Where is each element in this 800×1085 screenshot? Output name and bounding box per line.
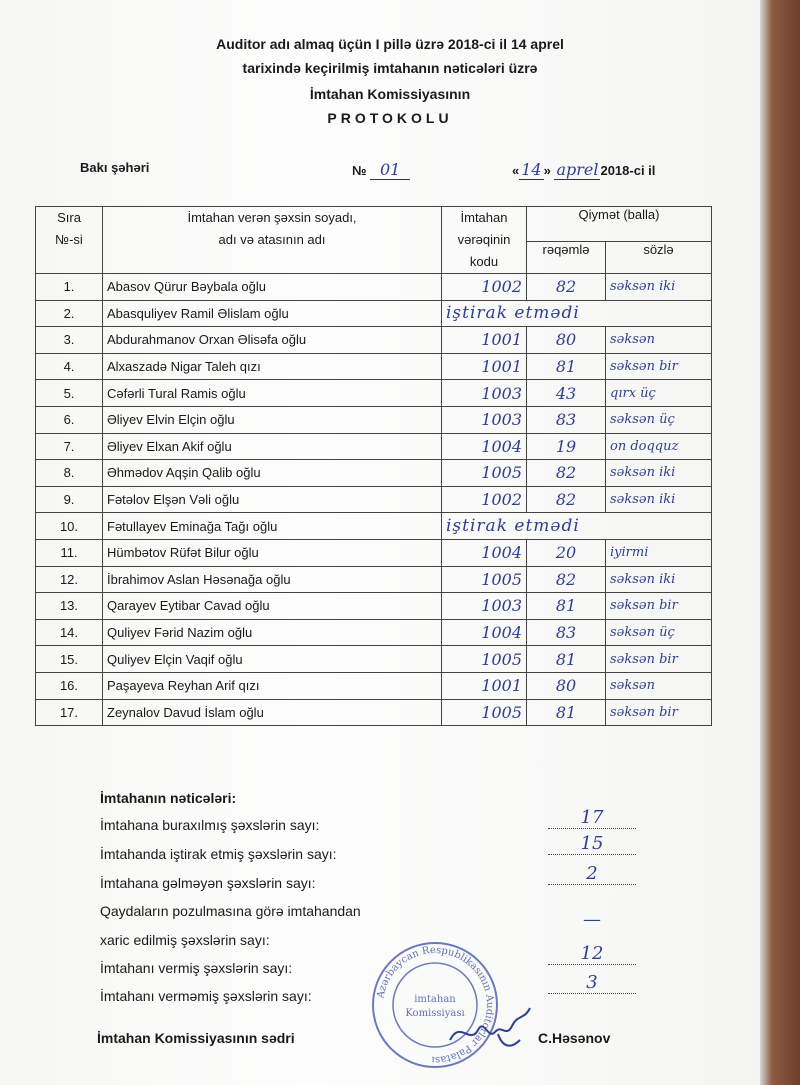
sheet-code: 1001 [442,672,527,699]
row-number: 14. [36,619,103,646]
score-number: 82 [527,274,606,301]
date-open-quote: « [512,163,520,178]
column-header-score-words: sözlə [606,241,712,273]
table-row [36,406,712,433]
column-header-code [442,207,527,274]
score-number: 80 [527,327,606,354]
score-number: 82 [527,566,606,593]
passed-label: İmtahanı vermiş şəxslərin sayı: [100,960,293,976]
score-words: səksən bir [606,646,712,673]
score-number: 82 [527,460,606,487]
absent-label: İmtahana gəlməyən şəxslərin sayı: [100,875,316,891]
candidate-name: Əliyev Elxan Akif oğlu [103,433,442,460]
candidate-name: Qarayev Eytibar Cavad oğlu [103,593,442,620]
score-words: səksən bir [606,353,712,380]
row-number: 10. [36,513,103,540]
passed-value: 12 [548,944,636,965]
column-header-name-line1: İmtahan verən şəxsin soyadı, [187,210,357,225]
stamp-inner-line2: Komissiyası [405,1008,465,1019]
candidate-name: Cəfərli Tural Ramis oğlu [103,380,442,407]
column-header-code-line2: vərəqinin [457,232,511,247]
score-number: 80 [527,672,606,699]
score-words: səksən [606,327,712,354]
score-number: 43 [527,380,606,407]
table-row [36,593,712,620]
table-row [36,353,712,380]
sheet-code: 1004 [442,619,527,646]
score-number: 81 [527,699,606,726]
document-title: PROTOKOLU [327,110,453,126]
stamp-outer-text: Azərbaycan Respublikasının Auditorlar Palatası [375,944,496,1066]
candidate-name: Abdurahmanov Orxan Əlisəfa oğlu [103,327,442,354]
row-number: 1. [36,274,103,301]
table-row [36,380,712,407]
table-row [36,566,712,593]
row-number: 15. [36,646,103,673]
handwritten-signature [440,1000,540,1060]
column-header-number-line2: №-si [55,232,83,247]
sheet-code: 1003 [442,380,527,407]
score-words: səksən bir [606,699,712,726]
table-row [36,300,712,327]
score-words: qırx üç [606,380,712,407]
sheet-code: 1003 [442,406,527,433]
admitted-value: 17 [548,808,636,829]
candidate-name: Fətullayev Eminağa Tağı oğlu [103,513,442,540]
row-number: 8. [36,460,103,487]
participated-value: 15 [548,834,636,855]
row-number: 6. [36,406,103,433]
sheet-code: 1004 [442,539,527,566]
background-surface [760,0,800,1085]
score-words: on doqquz [606,433,712,460]
sheet-code: 1005 [442,646,527,673]
candidate-name: Abasquliyev Ramil Əlislam oğlu [103,300,442,327]
sheet-code: 1004 [442,433,527,460]
number-value: 01 [370,160,410,180]
protocol-number [352,160,410,180]
table-row [36,646,712,673]
candidate-name: Quliyev Elçin Vaqif oğlu [103,646,442,673]
column-header-score-number: rəqəmlə [527,241,606,273]
sheet-code: 1002 [442,486,527,513]
candidate-name: Abasov Qürur Bəybala oğlu [103,274,442,301]
table-row [36,539,712,566]
sheet-code: 1001 [442,353,527,380]
row-number: 2. [36,300,103,327]
excluded-label-line1: Qaydaların pozulmasına görə imtahandan [100,903,361,919]
candidate-name: İbrahimov Aslan Həsənağa oğlu [103,566,442,593]
row-number: 11. [36,539,103,566]
excluded-label-line2: xaric edilmiş şəxslərin sayı: [100,932,270,948]
row-number: 13. [36,593,103,620]
sheet-code: 1005 [442,566,527,593]
score-words: səksən bir [606,593,712,620]
failed-value: 3 [548,973,636,994]
score-words: səksən iki [606,486,712,513]
sheet-code: 1005 [442,699,527,726]
score-number: 82 [527,486,606,513]
city-label: Bakı şəhəri [80,160,150,175]
table-row [36,619,712,646]
score-words: səksən [606,672,712,699]
number-label: № [352,163,367,178]
score-words: səksən iki [606,566,712,593]
absence-note: iştirak etmədi [442,513,712,540]
candidate-name: Paşayeva Reyhan Arif qızı [103,672,442,699]
sheet-code: 1001 [442,327,527,354]
header-line-2: tarixində keçirilmiş imtahanın nəticələri üzrə [242,60,538,76]
participated-label: İmtahanda iştirak etmiş şəxslərin sayı: [100,846,337,862]
column-header-number [36,207,103,274]
failed-label: İmtahanı verməmiş şəxslərin sayı: [100,988,312,1004]
results-title: İmtahanın nəticələri: [100,790,237,806]
score-number: 81 [527,646,606,673]
score-words: iyirmi [606,539,712,566]
header-line-1: Auditor adı almaq üçün I pillə üzrə 2018-ci il 14 aprel [216,36,564,52]
sheet-code: 1002 [442,274,527,301]
results-table [35,206,712,726]
score-number: 20 [527,539,606,566]
candidate-name: Quliyev Fərid Nazim oğlu [103,619,442,646]
score-words: səksən iki [606,460,712,487]
column-header-name [103,207,442,274]
row-number: 16. [36,672,103,699]
date-year: 2018-ci il [600,163,656,178]
table-row [36,433,712,460]
row-number: 9. [36,486,103,513]
table-row [36,699,712,726]
score-number: 83 [527,406,606,433]
admitted-label: İmtahana buraxılmış şəxslərin sayı: [100,817,320,833]
candidate-name: Əliyev Elvin Elçin oğlu [103,406,442,433]
date-month: aprel [556,160,599,179]
score-number: 19 [527,433,606,460]
row-number: 4. [36,353,103,380]
row-number: 17. [36,699,103,726]
table-row [36,513,712,540]
table-body [36,274,712,726]
row-number: 12. [36,566,103,593]
candidate-name: Fətəlov Elşən Vəli oğlu [103,486,442,513]
candidate-name: Zeynalov Davud İslam oğlu [103,699,442,726]
candidate-name: Əhmədov Aqşin Qalib oğlu [103,460,442,487]
table-row [36,672,712,699]
score-words: səksən üç [606,406,712,433]
row-number: 7. [36,433,103,460]
row-number: 3. [36,327,103,354]
absence-note: iştirak etmədi [442,300,712,327]
score-words: səksən iki [606,274,712,301]
date-close-quote: » [543,163,551,178]
table-row [36,486,712,513]
candidate-name: Alxaszadə Nigar Taleh qızı [103,353,442,380]
header-line-3: İmtahan Komissiyasının [309,86,471,102]
chairman-name: C.Həsənov [538,1030,611,1046]
date-day: 14 [521,160,542,179]
score-number: 81 [527,353,606,380]
score-number: 83 [527,619,606,646]
protocol-date [512,160,655,179]
column-header-name-line2: adı və atasının adı [218,232,326,247]
sheet-code: 1005 [442,460,527,487]
table-row [36,274,712,301]
candidate-name: Hümbətov Rüfət Bilur oğlu [103,539,442,566]
score-number: 81 [527,593,606,620]
column-header-code-line1: İmtahan [460,210,508,225]
column-header-score: Qiymət (balla) [527,207,712,242]
excluded-value: — [583,909,601,930]
column-header-code-line3: kodu [469,254,499,269]
chairman-label: İmtahan Komissiyasının sədri [97,1030,295,1046]
column-header-number-line1: Sıra [57,210,81,225]
table-row [36,460,712,487]
absent-value: 2 [548,864,636,885]
sheet-code: 1003 [442,593,527,620]
table-row [36,327,712,354]
score-words: səksən üç [606,619,712,646]
row-number: 5. [36,380,103,407]
stamp-inner-line1: imtahan [414,994,456,1005]
